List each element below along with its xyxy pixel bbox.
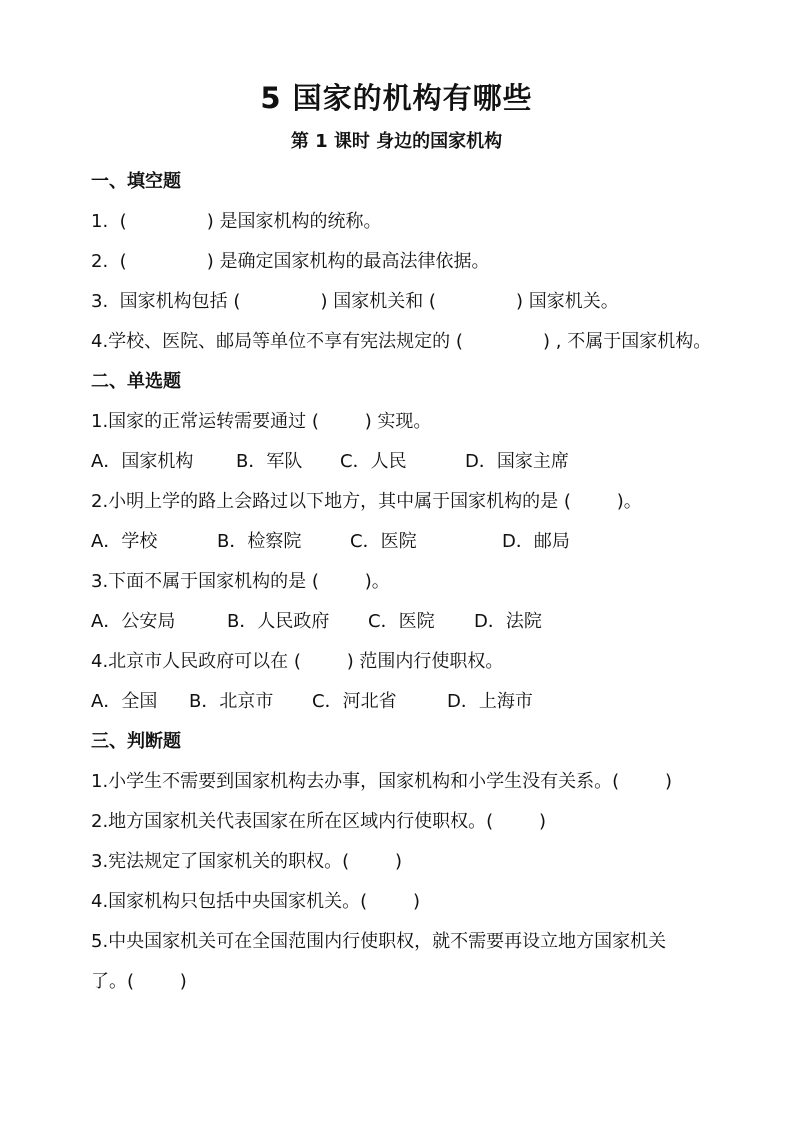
choice-question-1-option-b: B．军队: [236, 451, 303, 472]
judge-question-5-line-2: 了。( ): [91, 971, 187, 992]
page-subtitle: 第 1 课时 身边的国家机构: [290, 131, 503, 152]
choice-question-1-option-a: A．国家机构: [91, 451, 194, 472]
choice-question-4-option-d: D．上海市: [447, 691, 533, 712]
judge-question-2: 2.地方国家机关代表国家在所在区域内行使职权。( ): [91, 811, 546, 832]
page-title: 5 国家的机构有哪些: [260, 81, 533, 115]
fill-blank-question-4: 4.学校、医院、邮局等单位不享有宪法规定的 ( ) , 不属于国家机构。: [91, 331, 712, 352]
choice-question-3-option-c: C．医院: [368, 611, 435, 632]
choice-question-3-option-a: A．公安局: [91, 611, 176, 632]
fill-blank-question-2: 2. ( ) 是确定国家机构的最高法律依据。: [91, 251, 490, 272]
choice-question-3-option-b: B．人民政府: [227, 611, 330, 632]
choice-question-2-option-a: A．学校: [91, 531, 158, 552]
choice-question-4-option-b: B．北京市: [189, 691, 274, 712]
section-heading-true-false: 三、判断题: [91, 731, 181, 752]
choice-question-1-option-c: C．人民: [340, 451, 407, 472]
judge-question-5-line-1: 5.中央国家机关可在全国范围内行使职权，就不需要再设立地方国家机关: [91, 931, 667, 952]
section-heading-fill-blank: 一、填空题: [91, 171, 181, 192]
choice-question-3: 3.下面不属于国家机构的是 ( )。: [91, 571, 390, 592]
judge-question-4: 4.国家机构只包括中央国家机关。( ): [91, 891, 420, 912]
section-heading-single-choice: 二、单选题: [91, 371, 181, 392]
choice-question-1: 1.国家的正常运转需要通过 ( ) 实现。: [91, 411, 432, 432]
fill-blank-question-3: 3. 国家机构包括 ( ) 国家机关和 ( ) 国家机关。: [91, 291, 619, 312]
fill-blank-question-1: 1. ( ) 是国家机构的统称。: [91, 211, 382, 232]
choice-question-2-option-b: B．检察院: [217, 531, 302, 552]
choice-question-4-option-c: C．河北省: [312, 691, 397, 712]
choice-question-2: 2.小明上学的路上会路过以下地方，其中属于国家机构的是 ( )。: [91, 491, 642, 512]
choice-question-3-option-d: D．法院: [474, 611, 542, 632]
choice-question-2-option-d: D．邮局: [502, 531, 570, 552]
choice-question-1-option-d: D．国家主席: [465, 451, 569, 472]
judge-question-3: 3.宪法规定了国家机关的职权。( ): [91, 851, 402, 872]
choice-question-4: 4.北京市人民政府可以在 ( ) 范围内行使职权。: [91, 651, 504, 672]
choice-question-2-option-c: C．医院: [350, 531, 417, 552]
choice-question-4-option-a: A．全国: [91, 691, 158, 712]
judge-question-1: 1.小学生不需要到国家机构去办事，国家机构和小学生没有关系。( ): [91, 771, 672, 792]
